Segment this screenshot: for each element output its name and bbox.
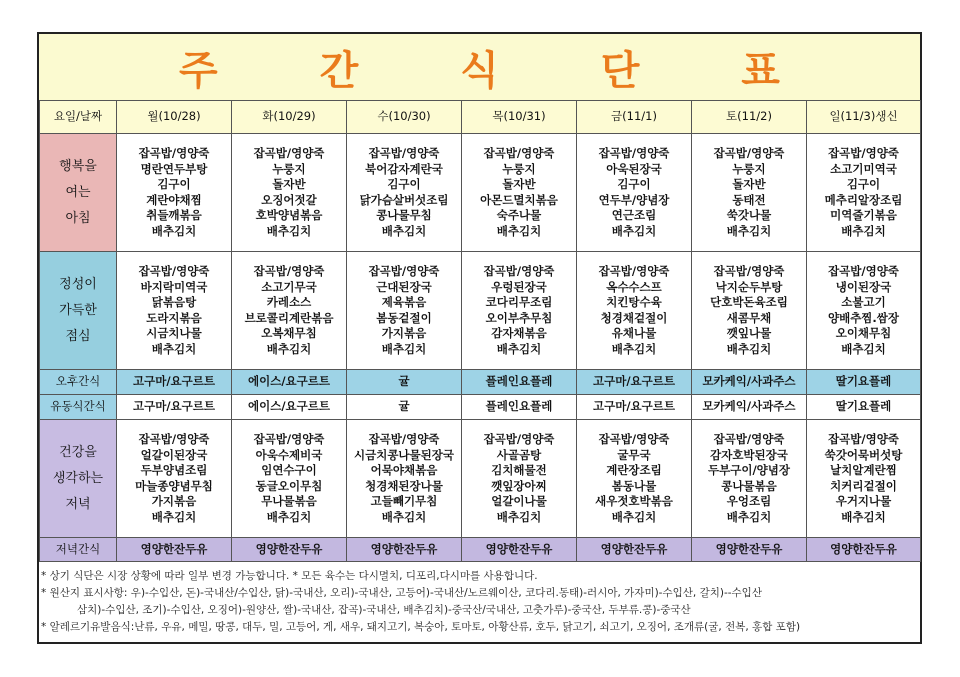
snack-cell: 영양한잔두유: [577, 538, 692, 562]
meal-cell: [347, 134, 462, 252]
snack-cell: 딸기요플레: [807, 395, 921, 420]
menu-item: 냉이된장국: [835, 279, 892, 294]
menu-item: 잡곡밥/영양죽: [598, 264, 670, 278]
menu-item: 숙주나물: [496, 208, 542, 222]
menu-item: 옥수수스프: [606, 279, 662, 294]
menu-item: 배추김치: [496, 509, 542, 524]
menu-item: 배추김치: [381, 341, 427, 356]
dinner-label-line: 생각하는: [52, 470, 104, 486]
meal-cell: [577, 252, 692, 370]
menu-item: 얼갈이나물: [491, 494, 547, 508]
meal-cell: [347, 252, 462, 370]
menu-item: 잡곡밥/영양죽: [713, 146, 785, 160]
menu-item: 콩나물볶음: [721, 478, 777, 493]
menu-item: 배추김치: [381, 509, 427, 524]
menu-item: 얼갈이된장국: [140, 447, 208, 462]
menu-item: 오이채무침: [835, 326, 892, 340]
snack-cell: 영양한잔두유: [462, 538, 577, 562]
menu-item: 무나물볶음: [261, 494, 317, 508]
lunch-label: [40, 252, 117, 370]
menu-item: 잡곡밥/영양죽: [598, 432, 670, 446]
menu-item: 청경채된장나물: [365, 478, 443, 493]
menu-item: 우거지나물: [835, 494, 892, 508]
menu-item: 배추김치: [496, 223, 542, 238]
menu-item: 잡곡밥/영양죽: [138, 146, 210, 160]
menu-item: 연근조림: [611, 208, 657, 222]
menu-item: 배추김치: [381, 223, 427, 238]
menu-item: 소고기무국: [261, 279, 317, 294]
menu-item: 우엉조림: [726, 494, 772, 508]
menu-item: 감자채볶음: [491, 326, 547, 340]
menu-item: 가지볶음: [151, 494, 197, 508]
menu-item: 배추김치: [266, 341, 312, 356]
menu-item: 배추김치: [151, 509, 197, 524]
menu-item: 배추김치: [266, 509, 312, 524]
menu-item: 치킨탕수육: [606, 295, 662, 309]
dinner-label-line: 건강을: [59, 444, 97, 460]
snack-cell: 영양한잔두유: [232, 538, 347, 562]
meal-cell: [807, 420, 921, 538]
menu-item: 제육볶음: [381, 295, 427, 309]
menu-item: 닭볶음탕: [151, 295, 197, 309]
menu-item: 잡곡밥/영양죽: [483, 264, 555, 278]
menu-item: 날치알계란찜: [830, 463, 897, 477]
day-header: 수(10/30): [347, 101, 462, 134]
menu-item: 배추김치: [841, 223, 886, 238]
menu-item: 배추김치: [841, 341, 886, 356]
menu-item: 치커리겉절이: [830, 478, 897, 493]
snack-cell: 에이스/요구르트: [232, 370, 347, 395]
day-header: 일(11/3)생신: [807, 101, 921, 134]
menu-item: 유채나물: [611, 326, 657, 340]
menu-item: 잡곡밥/영양죽: [828, 432, 899, 446]
menu-item: 시금치콩나물된장국: [354, 447, 454, 462]
meal-cell: [807, 252, 921, 370]
menu-item: 마늘종양념무침: [135, 478, 213, 493]
menu-item: 계란장조림: [606, 463, 662, 477]
menu-item: 잡곡밥/영양죽: [368, 432, 440, 446]
menu-item: 우렁된장국: [491, 279, 547, 294]
menu-item: 김구이: [387, 177, 421, 191]
menu-item: 브로콜리계란볶음: [244, 310, 334, 325]
menu-item: 단호박돈육조림: [710, 295, 788, 309]
menu-item: 돌자반: [732, 177, 766, 191]
note-line: * 원산지 표시사항: 우)-수입산, 돈)-국내산/수입산, 닭)-국내산, 오리)-국내산, 고등어)-국내산/노르웨이산, 코다리.동태)-러시아, 가자미)-수입산, 갈치)--수입산: [41, 587, 762, 599]
menu-item: 김구이: [157, 177, 191, 191]
menu-item: 잡곡밥/영양죽: [713, 264, 785, 278]
menu-item: 배추김치: [611, 509, 657, 524]
meal-cell: [462, 420, 577, 538]
page-title: 주 간 식 단 표: [179, 46, 824, 94]
menu-item: 두부구이/양념장: [708, 463, 790, 477]
day-header: 토(11/2): [692, 101, 807, 134]
menu-item: 아몬드멸치볶음: [480, 192, 558, 207]
snack-cell: 고구마/요구르트: [577, 370, 692, 395]
menu-item: 잡곡밥/영양죽: [138, 432, 210, 446]
menu-item: 배추김치: [726, 509, 772, 524]
meal-cell: [232, 420, 347, 538]
menu-item: 돌자반: [502, 177, 536, 191]
menu-item: 청경채겉절이: [600, 310, 668, 325]
meal-cell: [462, 252, 577, 370]
snack-cell: 모카케익/사과주스: [692, 395, 807, 420]
evening-snack-label: 저녁간식: [40, 538, 117, 562]
menu-item: 돌자반: [272, 177, 306, 191]
meal-cell: [232, 134, 347, 252]
menu-item: 김구이: [617, 177, 651, 191]
menu-item: 깻잎장아찌: [491, 478, 547, 493]
menu-item: 아욱수제비국: [255, 447, 323, 462]
footnotes: [39, 565, 920, 642]
meal-cell: [692, 134, 807, 252]
menu-item: 임연수구이: [261, 463, 317, 477]
snack-cell: 고구마/요구르트: [577, 395, 692, 420]
menu-item: 어묵야채볶음: [370, 463, 438, 477]
menu-item: 배추김치: [841, 509, 886, 524]
menu-item: 오복채무침: [261, 326, 317, 340]
lunch-row: [40, 252, 921, 370]
snack-cell: 영양한잔두유: [807, 538, 921, 562]
menu-item: 잡곡밥/영양죽: [483, 146, 555, 160]
dinner-row: [40, 420, 921, 538]
meal-cell: [117, 252, 232, 370]
meal-cell: [692, 420, 807, 538]
menu-item: 북어감자계란국: [365, 161, 443, 176]
meal-cell: [117, 134, 232, 252]
snack-cell: 귤: [347, 395, 462, 420]
menu-item: 잡곡밥/영양죽: [253, 264, 325, 278]
menu-item: 카레소스: [266, 295, 312, 309]
menu-item: 새우젓호박볶음: [595, 494, 673, 508]
menu-sheet: [37, 32, 922, 644]
header-label: 요일/날짜: [40, 101, 117, 134]
menu-item: 잡곡밥/영양죽: [368, 264, 440, 278]
afternoon-snack-label: 오후간식: [40, 370, 117, 395]
snack-cell: 플레인요플레: [462, 395, 577, 420]
liquid-snack-label: 유동식간식: [40, 395, 117, 420]
menu-item: 콩나물무침: [376, 208, 432, 222]
menu-item: 배추김치: [496, 341, 542, 356]
menu-item: 새콤무채: [726, 310, 772, 325]
menu-item: 바지락미역국: [140, 279, 208, 294]
menu-item: 봄동겉절이: [376, 310, 432, 325]
menu-item: 누룽지: [732, 161, 766, 176]
liquid-snack-row: [40, 395, 921, 420]
menu-item: 배추김치: [611, 223, 657, 238]
menu-item: 김치해물전: [491, 463, 547, 477]
breakfast-label-line: 아침: [65, 210, 91, 226]
menu-item: 소고기미역국: [830, 161, 897, 176]
menu-item: 잡곡밥/영양죽: [828, 146, 899, 160]
menu-item: 잡곡밥/영양죽: [828, 264, 899, 278]
menu-item: 배추김치: [151, 341, 197, 356]
note-line: * 상기 식단은 시장 상황에 따라 일부 변경 가능합니다. * 모든 육수는 다시멸치, 디포리,다시마를 사용합니다.: [41, 570, 538, 582]
meal-cell: [117, 420, 232, 538]
menu-item: 동태전: [732, 192, 766, 207]
menu-item: 고들빼기무침: [370, 494, 438, 508]
snack-cell: 에이스/요구르트: [232, 395, 347, 420]
day-header: 화(10/29): [232, 101, 347, 134]
menu-item: 시금치나물: [146, 326, 202, 340]
menu-item: 연두부/양념장: [598, 192, 670, 207]
menu-item: 굴무국: [617, 447, 651, 462]
menu-item: 낙지순두부탕: [715, 279, 783, 294]
menu-item: 양배추찜.쌈장: [827, 310, 900, 325]
menu-item: 배추김치: [151, 223, 197, 238]
evening-snack-row: [40, 538, 921, 562]
menu-item: 아욱된장국: [606, 161, 662, 176]
dinner-label: [40, 420, 117, 538]
day-header: 월(10/28): [117, 101, 232, 134]
snack-cell: 플레인요플레: [462, 370, 577, 395]
note-line: 삼치)-수입산, 조기)-수입산, 오징어)-원양산, 쌀)-국내산, 잡곡)-국내산, 배추김치)-중국산/국내산, 고춧가루)-중국산, 두부류.콩)-중국산: [77, 604, 691, 616]
breakfast-row: [40, 134, 921, 252]
breakfast-label: [40, 134, 117, 252]
menu-item: 잡곡밥/영양죽: [253, 432, 325, 446]
menu-item: 감자호박된장국: [710, 447, 788, 462]
snack-cell: 영양한잔두유: [117, 538, 232, 562]
menu-item: 깻잎나물: [726, 326, 772, 340]
title-bar: [39, 34, 920, 102]
meal-cell: [692, 252, 807, 370]
menu-item: 메추리알장조림: [824, 192, 903, 207]
menu-item: 봄동나물: [611, 478, 657, 493]
menu-item: 잡곡밥/영양죽: [138, 264, 210, 278]
menu-item: 취들깨볶음: [146, 208, 202, 222]
menu-item: 잡곡밥/영양죽: [483, 432, 555, 446]
menu-item: 잡곡밥/영양죽: [713, 432, 785, 446]
menu-item: 도라지볶음: [146, 310, 202, 325]
snack-cell: 딸기요플레: [807, 370, 921, 395]
menu-item: 명란연두부탕: [140, 161, 208, 176]
snack-cell: 모카케익/사과주스: [692, 370, 807, 395]
menu-item: 계란야채찜: [146, 192, 202, 207]
menu-item: 쑥갓어묵버섯탕: [824, 447, 903, 462]
menu-item: 배추김치: [726, 341, 772, 356]
menu-item: 닭가슴살버섯조림: [359, 192, 449, 207]
lunch-label-line: 정성이: [59, 276, 97, 292]
snack-cell: 영양한잔두유: [347, 538, 462, 562]
menu-item: 미역줄기볶음: [830, 208, 897, 222]
meal-cell: [232, 252, 347, 370]
breakfast-label-line: 행복을: [59, 158, 97, 174]
dinner-label-line: 저녁: [65, 496, 91, 512]
weekly-menu-table: [39, 100, 921, 562]
meal-cell: [347, 420, 462, 538]
meal-cell: [577, 134, 692, 252]
meal-cell: [577, 420, 692, 538]
menu-item: 코다리무조림: [485, 295, 553, 309]
menu-item: 오징어젓갈: [261, 192, 317, 207]
menu-item: 잡곡밥/영양죽: [368, 146, 440, 160]
day-header: 목(10/31): [462, 101, 577, 134]
meal-cell: [807, 134, 921, 252]
snack-cell: 고구마/요구르트: [117, 395, 232, 420]
lunch-label-line: 점심: [65, 328, 91, 344]
menu-item: 배추김치: [266, 223, 312, 238]
snack-cell: 고구마/요구르트: [117, 370, 232, 395]
note-line: * 알레르기유발음식:난류, 우유, 메밀, 땅콩, 대두, 밀, 고등어, 게, 새우, 돼지고기, 복숭아, 토마토, 아황산류, 호두, 닭고기, 쇠고기, 오징어, 조개류(굴, 전복, 홍합 포함): [41, 621, 801, 633]
menu-item: 근대된장국: [376, 279, 432, 294]
menu-item: 배추김치: [726, 223, 772, 238]
menu-item: 김구이: [846, 177, 881, 191]
menu-item: 쑥갓나물: [726, 208, 772, 222]
snack-cell: 귤: [347, 370, 462, 395]
header-row: [40, 101, 921, 134]
menu-item: 호박양념볶음: [255, 208, 323, 222]
menu-item: 두부양념조림: [140, 463, 208, 477]
menu-item: 동글오이무침: [255, 478, 323, 493]
snack-cell: 영양한잔두유: [692, 538, 807, 562]
menu-item: 잡곡밥/영양죽: [253, 146, 325, 160]
afternoon-snack-row: [40, 370, 921, 395]
menu-item: 누룽지: [502, 161, 536, 176]
menu-item: 소불고기: [841, 295, 886, 309]
menu-item: 누룽지: [272, 161, 306, 176]
lunch-label-line: 가득한: [59, 302, 97, 318]
day-header: 금(11/1): [577, 101, 692, 134]
meal-cell: [462, 134, 577, 252]
menu-item: 배추김치: [611, 341, 657, 356]
menu-item: 가지볶음: [381, 326, 427, 340]
menu-item: 오이부추무침: [485, 310, 553, 325]
breakfast-label-line: 여는: [65, 184, 91, 200]
menu-item: 사골곰탕: [496, 447, 542, 462]
menu-item: 잡곡밥/영양죽: [598, 146, 670, 160]
